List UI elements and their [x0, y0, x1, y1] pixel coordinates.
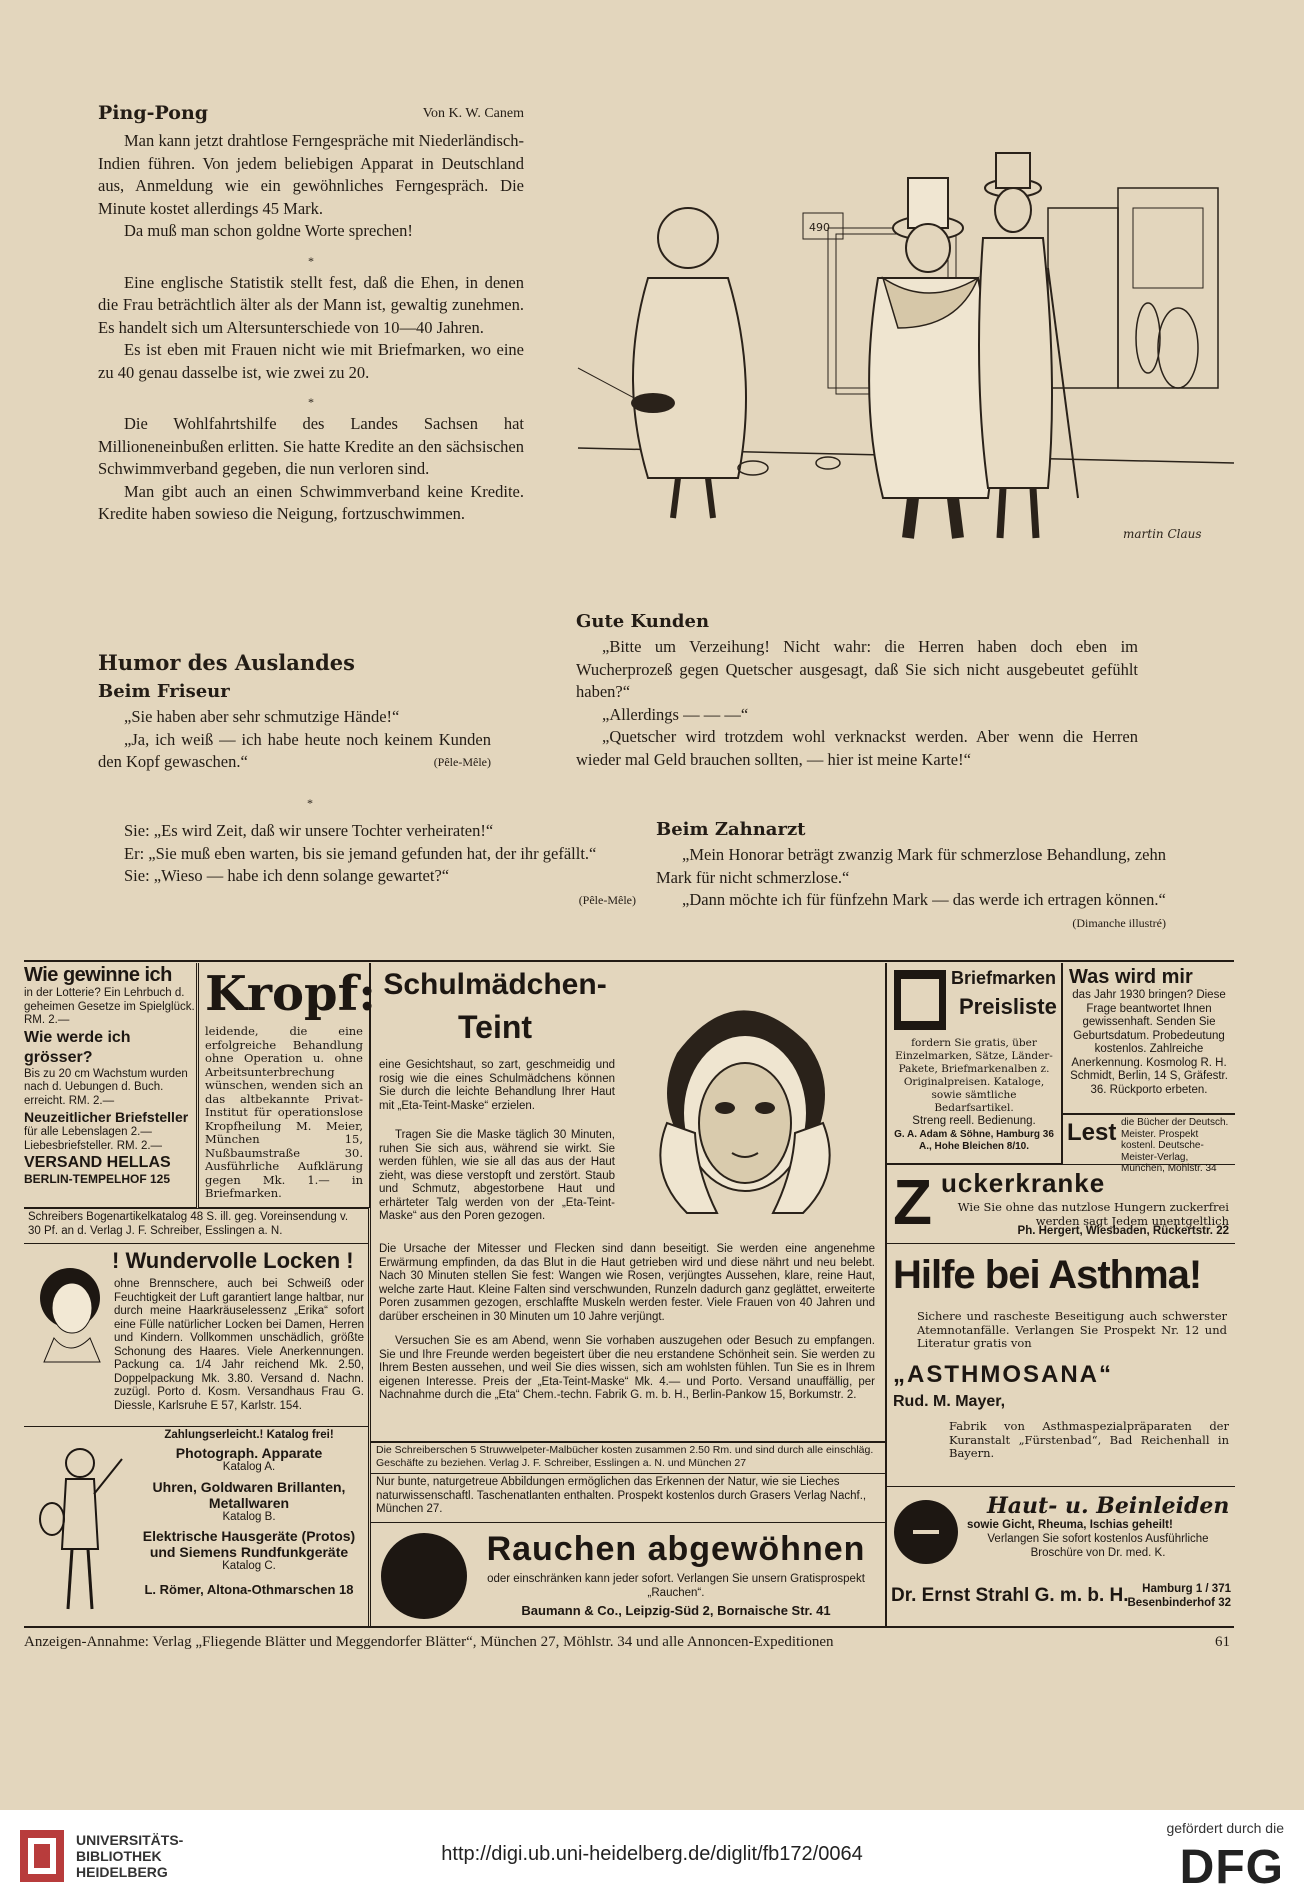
- ad-grasers-verlag: [370, 1473, 886, 1523]
- library-name-line: BIBLIOTHEK: [76, 1848, 162, 1864]
- ad-vendor-address: BERLIN-TEMPELHOF 125: [24, 1172, 171, 1186]
- ad-title: Kropf:: [205, 966, 376, 1022]
- illustrator-signature: martin Claus: [1123, 527, 1202, 541]
- ad-text: Bis zu 20 cm Wachstum wurden nach d. Uebungen d. Buch. erreicht. RM. 2.—: [24, 1067, 188, 1107]
- pingpong-paragraph: Es ist eben mit Frauen nicht wie mit Briefmarken, wo eine zu 40 genau dasselbe ist, wie zwei zu 20.: [98, 340, 524, 382]
- ad-title: Briefmarken: [951, 968, 1057, 988]
- ad-text: in der Lotterie? Ein Lehrbuch d. geheimen Gesetze im Spielglück. RM. 2.—: [24, 987, 195, 1026]
- ad-text: Wie Sie ohne das nutzlose Hungern zuckerfrei werden sagt Jedem unentgeltlich: [957, 1200, 1229, 1228]
- ad-title: ! Wundervolle Locken !: [112, 1248, 354, 1273]
- ad-text: Nur bunte, naturgetreue Abbildungen ermöglichen das Erkennen der Natur, wie sie Lieches naturwissenschaftl. Taschenatlanten enthalten. Prospekt kostenlos durch Grasers Verlag Nachf., München 27.: [376, 1476, 867, 1515]
- separator-star: *: [308, 395, 314, 409]
- ad-title: Haut- u. Beinleiden: [987, 1493, 1230, 1519]
- ad-text: Verlangen Sie sofort kostenlos Ausführliche Broschüre von Dr. med. K.: [987, 1533, 1209, 1559]
- gute-kunden-line: „Quetscher wird trotzdem wohl verknackst werden. Aber wenn die Herren wieder mal Geld brauchen sollten, — hier ist meine Karte!“: [576, 727, 1138, 769]
- ad-title: Schulmädchen-: [383, 968, 607, 1001]
- ad-text: Sichere und rascheste Beseitigung auch schwerster Atemnotanfälle. Verlangen Sie Prospekt Nr. 12 und Literatur gratis von: [917, 1309, 1227, 1350]
- ad-rauchen-abgewoehnen: [370, 1522, 886, 1627]
- separator-star: *: [308, 253, 314, 268]
- dfg-logo: DFG: [1179, 1841, 1284, 1894]
- page-number: 61: [1215, 1634, 1230, 1650]
- funding-note: gefördert durch die: [1166, 1820, 1284, 1836]
- ad-asthmosana: [886, 1243, 1235, 1487]
- ad-company: Rud. M. Mayer,: [893, 1393, 1006, 1410]
- pingpong-paragraph: Die Wohlfahrtshilfe des Landes Sachsen hat Millioneneinbußen erlitten. Sie hatte Kredite an den sächsischen Schwimmverband gegeben, die nun verloren sind.: [98, 414, 524, 478]
- ad-was-wird-mir: [1062, 963, 1235, 1114]
- ad-title: Lest: [1067, 1119, 1117, 1146]
- woman-portrait-icon: [30, 1258, 108, 1362]
- ad-item: Photograph. Apparate: [175, 1445, 323, 1461]
- ad-subtitle: sowie Gicht, Rheuma, Ischias geheilt!: [967, 1519, 1173, 1531]
- ad-wundervolle-locken: [24, 1243, 369, 1427]
- zahnarzt-line: „Mein Honorar beträgt zwanzig Mark für schmerzlose Behandlung, zehn Mark für nicht schmerzlose.“: [656, 845, 1166, 887]
- ad-title: uckerkranke: [941, 1168, 1106, 1198]
- ad-company: Dr. Ernst Strahl G. m. b. H.: [891, 1585, 1129, 1606]
- ad-text: fordern Sie gratis, über Einzelmarken, Sätze, Länder-Pakete, Briefmarkenalben z. Originalpreisen. Kataloge, sowie sämtliche Bedarfsartikel.: [895, 1037, 1053, 1114]
- ad-address: L. Römer, Altona-Othmarschen 18: [144, 1581, 354, 1597]
- ad-address: Ph. Hergert, Wiesbaden, Rückertstr. 22: [1017, 1225, 1229, 1237]
- pingpong-paragraph: Man kann jetzt drahtlose Ferngespräche mit Niederländisch-Indien führen. Von jedem beliebigen Apparat in Deutschland aus, Anmeldung wie ein gewöhnliches Ferngespräch. Die Minute kostet allerdings 45 Mark.: [98, 131, 524, 218]
- ad-item: Uhren, Goldwaren Brillanten, Metallwaren: [152, 1478, 346, 1511]
- ad-address: Fabrik von Asthmaspezialpräparaten der Kuranstalt „Fürstenbad“, Bad Reichenhall in Bayern.: [949, 1419, 1229, 1460]
- library-name-line: UNIVERSITÄTS-: [76, 1832, 184, 1848]
- pingpong-title: Ping-Pong: [98, 102, 209, 124]
- ads-top-rule: [24, 960, 1234, 962]
- wall-sign-number: 490: [809, 221, 830, 234]
- source-credit: (Pêle-Mêle): [578, 892, 636, 907]
- ad-text: eine Gesichtshaut, so zart, geschmeidig und rosig wie die eines Schulmädchens können Sie durch die leichte Behandlung Ihrer Haut mit „Eta-Teint-Maske“ erzielen.: [379, 1059, 615, 1112]
- ad-text: Streng reell. Bedienung.: [912, 1115, 1036, 1127]
- ad-tagline: Zahlungserleicht.! Katalog frei!: [164, 1429, 334, 1441]
- ad-dr-ernst-strahl: [886, 1486, 1235, 1627]
- humor-section: [98, 648, 491, 774]
- ad-text: oder einschränken kann jeder sofort. Verlangen Sie unsern Gratisprospekt „Rauchen“.: [487, 1573, 865, 1599]
- cartoon-illustration: [578, 118, 1234, 548]
- ad-text: ohne Brennschere, auch bei Schweiß oder Feuchtigkeit der Luft garantiert lange haltbar, nur durch meine Haarkräuselessenz „Erika“ sofort eine Fülle natürlicher Locken bei Damen, Herren und Kindern. Vollkommen unschädlich, größte Schonung des Haares. Viele Anerkennungen. Packung ca. 1/4 Jahr reichend Mk. 2.50, Doppelpackung Mk. 3.80. Versand d. Nachn. zuzügl. Porto d. Kosm. Versandhaus Frau G. Diessle, Karlsruhe E 57, Karlstr. 154.: [114, 1278, 364, 1412]
- ad-text: für alle Lebenslagen 2.— Liebesbriefsteller. RM. 2.—: [24, 1126, 163, 1152]
- zahnarzt-section: [656, 816, 1166, 934]
- dialogue-line: Er: „Sie muß eben warten, bis sie jemand gefunden hat, der ihr gefällt.“: [124, 843, 597, 863]
- ad-catalog: Katalog C.: [222, 1560, 276, 1572]
- ad-lest-buecher: [1062, 1114, 1235, 1174]
- pingpong-paragraph: Man gibt auch an einen Schwimmverband keine Kredite. Kredite haben sowieso die Neigung, fortzuschwimmen.: [98, 481, 524, 523]
- ad-catalog: Katalog A.: [222, 1461, 276, 1473]
- ad-text: Die Schreiberschen 5 Struwwelpeter-Malbücher kosten zusammen 2.50 Rm. und sind durch alle einschläg. Geschäfte zu beziehen. Verlag J. F. Schreiber, Esslingen a. N. und München 27: [376, 1444, 874, 1469]
- ad-zuckerkranke: [886, 1164, 1235, 1244]
- gute-kunden-line: „Allerdings — — —“: [602, 704, 749, 724]
- ad-initial: Z: [893, 1166, 933, 1238]
- library-banner: [0, 1810, 1304, 1901]
- ad-title: Rauchen abgewöhnen: [486, 1530, 866, 1568]
- ad-kropf: [198, 963, 376, 1208]
- dialogue-line: Sie: „Wieso — habe ich denn solange gewartet?“: [124, 866, 450, 885]
- ad-schreiber-katalog: [24, 1208, 369, 1244]
- ad-text: leidende, die eine erfolgreiche Behandlung ohne Operation u. ohne Arbeitsunterbrechung wünschen, wenden sich an das altbekannte Privat-Institut für operationslose Kropfheilung M. Meier, München 15, Nußbaumstraße 30. Ausführliche Aufklärung gegen Mk. 1.— in Briefmarken.: [205, 1024, 363, 1200]
- library-name: [76, 1832, 183, 1880]
- ad-address: Baumann & Co., Leipzig-Süd 2, Bornaische Str. 41: [521, 1603, 831, 1618]
- zahnarzt-line-text: „Dann möchte ich für fünfzehn Mark — das werde ich ertragen können.“: [682, 890, 1166, 909]
- ad-address: G. A. Adam & Söhne, Hamburg 36 A., Hohe Bleichen 8/10.: [894, 1129, 1054, 1152]
- ad-text: die Bücher der Deutsch. Meister. Prospekt kostenl. Deutsche-Meister-Verlag, München, Möhlstr. 34: [1121, 1117, 1229, 1174]
- university-seal-icon: [20, 1830, 64, 1882]
- friseur-title: Beim Friseur: [98, 681, 230, 702]
- friseur-line-text: „Ja, ich weiß — ich habe heute noch keinem Kunden den Kopf gewaschen.“: [98, 729, 491, 771]
- ad-title: Hilfe bei Asthma!: [893, 1253, 1202, 1297]
- ad-address: Hamburg 1 / 371 Besenbinderhof 32: [1127, 1583, 1231, 1609]
- ad-item: Elektrische Hausgeräte (Protos) und Siemens Rundfunkgeräte: [142, 1528, 356, 1560]
- ad-title: Preisliste: [959, 994, 1057, 1019]
- ad-struwwelpeter: [370, 1442, 886, 1474]
- source-url-link[interactable]: http://digi.ub.uni-heidelberg.de/diglit/fb172/0064: [441, 1843, 863, 1865]
- ad-title: Teint: [457, 1009, 533, 1045]
- footer-text: Anzeigen-Annahme: Verlag „Fliegende Blätter und Meggendorfer Blätter“, München 27, Möhlstr. 34 und alle Annoncen-Expeditionen: [24, 1634, 834, 1650]
- friseur-line: [98, 729, 491, 774]
- dialogue-section: [98, 820, 636, 911]
- ad-text: Die Ursache der Mitesser und Flecken sind dann beseitigt. Sie werden eine angenehme Erwärmung empfinden, da das Blut in die Haut getrieben wird und diese nährt und neu belebt. Nach 30 Minuten stellen Sie fest: Wangen wie Rosen, verjüngtes Aussehen, klare, reine Haut, welche zarte Haut. Kleine Falten sind verschwunden, Runzeln dadurch ganz geglättet, erweiterte Poren zusammen gezogen, erschlaffte Muskeln werden fester. Viele Frauen von 40 Jahren und darüber erscheinen in 30 Minuten um 10 Jahre verjüngt.: [379, 1243, 875, 1323]
- source-credit: (Pêle-Mêle): [433, 755, 491, 769]
- friseur-line: „Sie haben aber sehr schmutzige Hände!“: [124, 707, 400, 726]
- black-disc-icon: [893, 1499, 959, 1565]
- star-center: [300, 792, 320, 814]
- pingpong-column: [98, 102, 524, 526]
- gute-kunden-line: „Bitte um Verzeihung! Nicht wahr: die Herren haben doch eben im Wucherprozeß gegen Quetscher ausgesagt, daß Sie sich nicht ausgebeutet gefühlt haben?“: [576, 637, 1138, 701]
- ad-vendor: VERSAND HELLAS: [24, 1154, 171, 1171]
- ad-catalog: Katalog B.: [222, 1510, 276, 1523]
- ad-text: Versuchen Sie es am Abend, wenn Sie vorhaben auszugehen oder Besuch zu empfangen. Sie und Ihre Freunde werden begeistert über die neu erstandene Schönheit sein. Sie werden zu Ihrem Besten aussehen, und weil Sie dies wissen, sich am wohlsten fühlen. Tun Sie es in Ihrem eigenen Interesse. Preis der „Eta-Teint-Maske“ Mk. 4.— und Porto. Versand unauffällig, per Nachnahme durch die „Eta“ Chem.-techn. Fabrik G. m. b. H., Berlin-Pankow 15, Borkumstr. 2.: [379, 1335, 875, 1401]
- pingpong-paragraph: Da muß man schon goldne Worte sprechen!: [124, 221, 413, 240]
- zahnarzt-title: Beim Zahnarzt: [656, 819, 806, 840]
- humor-title: Humor des Auslandes: [98, 650, 355, 675]
- ad-title: Was wird mir: [1069, 966, 1193, 988]
- ad-catalog-list: [134, 1445, 364, 1597]
- woman-mask-illustration: [617, 973, 871, 1221]
- ad-heading: Neuzeitlicher Briefsteller: [24, 1109, 189, 1125]
- pingpong-author: Von K. W. Canem: [422, 106, 524, 121]
- ad-text: Schreibers Bogenartikelkatalog 48 S. ill. geg. Voreinsendung v. 30 Pf. an d. Verlag J. F. Schreiber, Esslingen a. N.: [28, 1211, 349, 1237]
- ad-heading: Wie gewinne ich: [24, 964, 172, 986]
- ad-briefmarken: [886, 963, 1062, 1164]
- ad-brand: „ASTHMOSANA“: [893, 1361, 1113, 1388]
- knight-figure-icon: [38, 1439, 122, 1619]
- dialogue-source: [98, 888, 636, 912]
- ad-text: das Jahr 1930 bringen? Diese Frage beantwortet Ihnen gewissenhaft. Senden Sie Geburtsdatum. Probedeutung kostenlos. Zahlreiche Anerkennung. Kosmolog R. H. Schmidt, Berlin, 14 S, Gräfestr. 36. Rückporto erbeten.: [1070, 989, 1228, 1096]
- separator-star: *: [307, 796, 313, 810]
- ad-schulmaedchen-teint: [370, 963, 886, 1442]
- ad-roemer: [24, 1426, 369, 1627]
- gute-kunden-title: Gute Kunden: [576, 611, 710, 632]
- ad-versand-hellas: [24, 963, 197, 1208]
- source-credit: (Dimanche illustré): [1072, 915, 1166, 930]
- stamp-icon: [893, 969, 947, 1031]
- black-disc-icon: [379, 1531, 469, 1621]
- zahnarzt-line: [656, 889, 1166, 930]
- ad-heading: Wie werde ich grösser?: [24, 1028, 131, 1066]
- pingpong-paragraph: Eine englische Statistik stellt fest, daß die Ehen, in denen die Frau beträchtlich älter als der Mann ist, gewaltig zunehmen. Es handelt sich um Altersunterschiede von 10—40 Jahren.: [98, 272, 524, 337]
- dialogue-line: Sie: „Es wird Zeit, daß wir unsere Tochter verheiraten!“: [124, 821, 494, 840]
- gute-kunden-section: [576, 608, 1138, 771]
- footer-line: [24, 1628, 1234, 1656]
- ad-text: Tragen Sie die Maske täglich 30 Minuten, ruhen Sie sich aus, während sie wirkt. Sie werden fühlen, wie sie all das aus der Haut zieht, was diese verstopft und zerstört. Staub und Schmutz, abgestorbene Haut und erhärteter Talg werden von der „Eta-Teint-Maske“ aus den Poren gezogen.: [379, 1129, 615, 1222]
- library-name-line: HEIDELBERG: [76, 1864, 168, 1880]
